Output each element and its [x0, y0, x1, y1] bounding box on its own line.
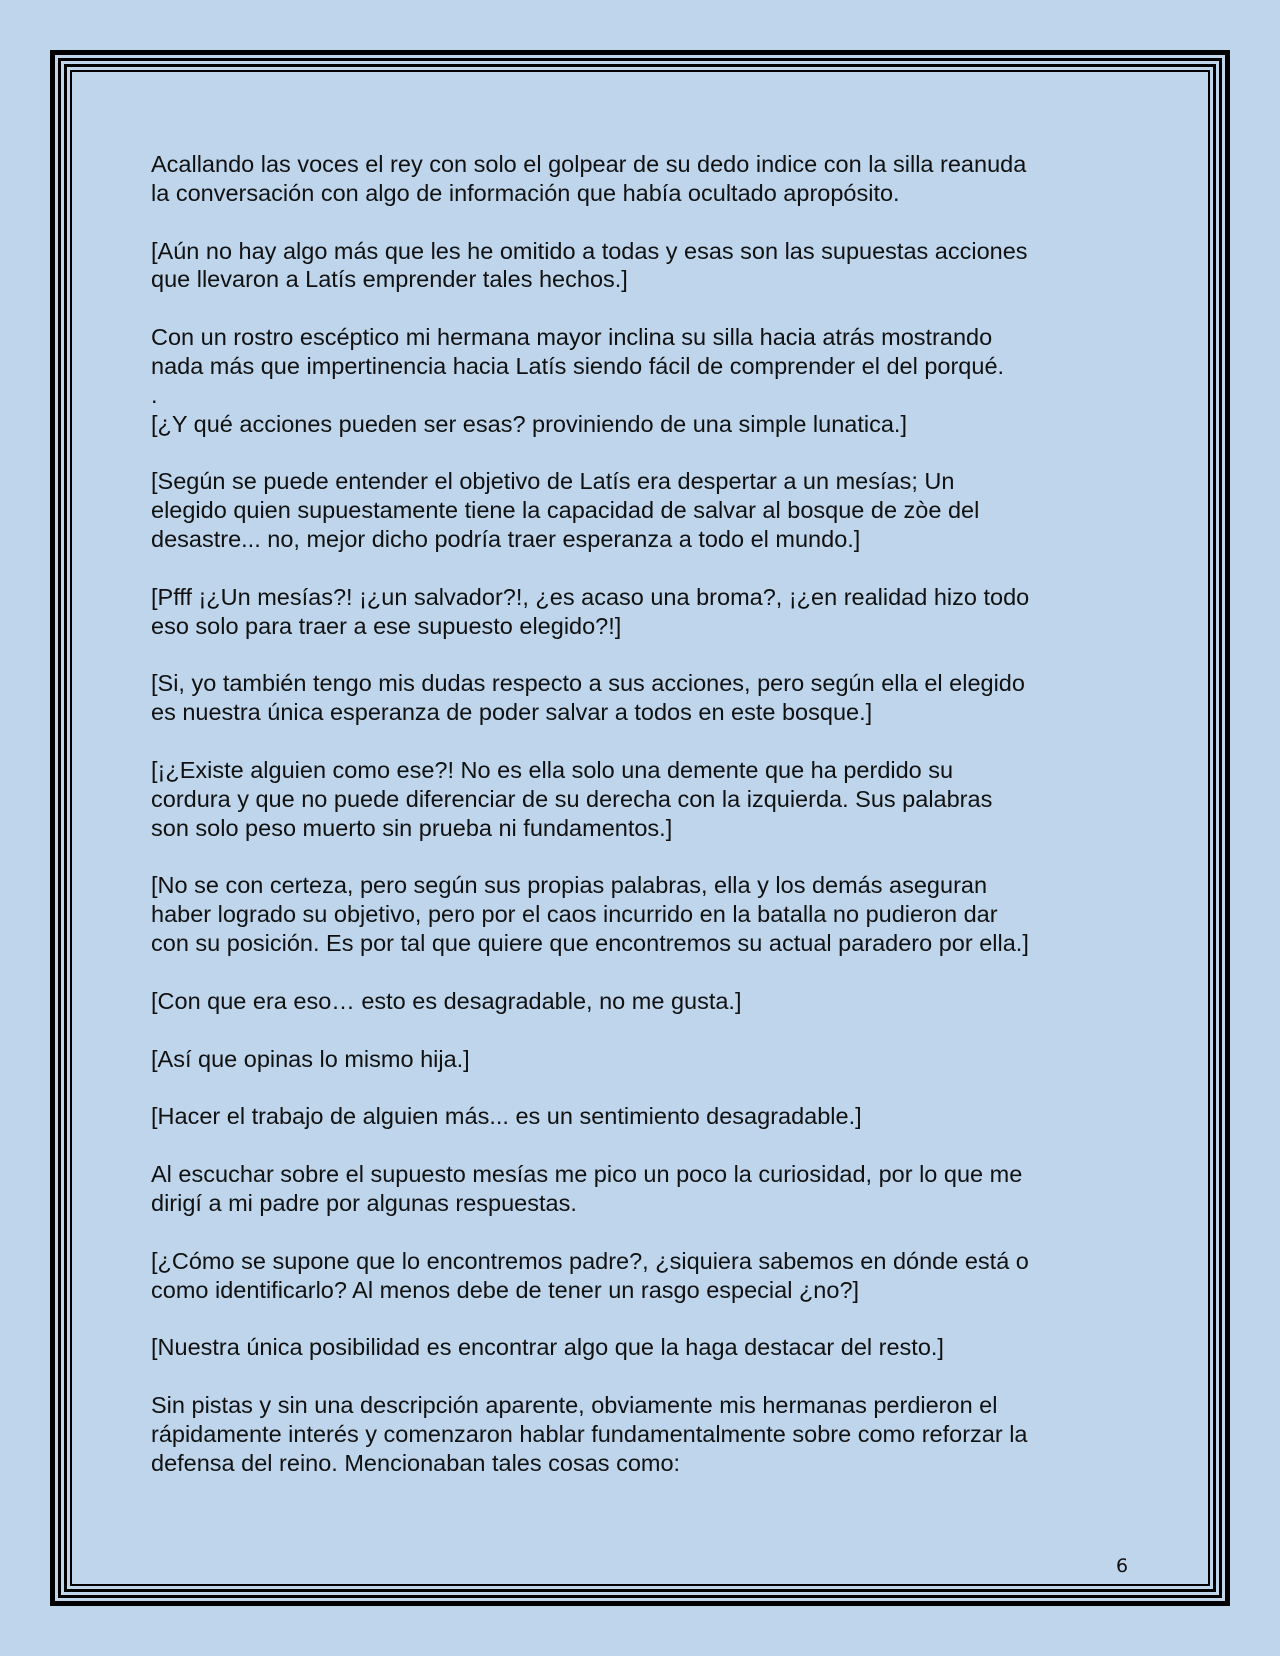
paragraph-5: [¿Y qué acciones pueden ser esas? proviniendo de una simple lunatica.]	[151, 410, 907, 437]
paragraph-13: [Hacer el trabajo de alguien más... es un sentimiento desagradable.]	[151, 1103, 862, 1130]
paragraph-11: [Con que era eso… esto es desagradable, no me gusta.]	[151, 987, 742, 1014]
paragraph-7: [Pfff ¡¿Un mesías?! ¡¿un salvador?!, ¿es acaso una broma?, ¡¿en realidad hizo todo eso solo para traer a ese supuesto elegido?!]	[151, 583, 1030, 639]
paragraph-16: [Nuestra única posibilidad es encontrar algo que la haga destacar del resto.]	[151, 1334, 944, 1361]
paragraph-2: [Aún no hay algo más que les he omitido a todas y esas son las supuestas acciones que llevaron a Latís emprender tales hechos.]	[151, 237, 1028, 293]
paragraph-3: Con un rostro escéptico mi hermana mayor inclina su silla hacia atrás mostrando nada más que impertinencia hacia Latís siendo fácil de comprender el del porqué.	[151, 324, 1005, 379]
paragraph-17: Sin pistas y sin una descripción aparente, obviamente mis hermanas perdieron el rápidamente interés y comenzaron hablar fundamentalmente sobre como reforzar la defensa del reino. Mencionaban tales cosas como:	[151, 1392, 1028, 1476]
document-body	[151, 150, 1101, 1507]
paragraph-14: Al escuchar sobre el supuesto mesías me pico un poco la curiosidad, por lo que me dirigí a mi padre por algunas respuestas.	[151, 1161, 1023, 1216]
paragraph-separator-dot: .	[151, 381, 158, 408]
paragraph-12: [Así que opinas lo mismo hija.]	[151, 1045, 470, 1072]
paragraph-10: [No se con certeza, pero según sus propias palabras, ella y los demás aseguran haber logrado su objetivo, pero por el caos incurrido en la batalla no pudieron dar con su posición. Es por tal que quiere que encontremos su actual paradero por ella.]	[151, 872, 1029, 956]
paragraph-15: [¿Cómo se supone que lo encontremos padre?, ¿siquiera sabemos en dónde está o como identificarlo? Al menos debe de tener un rasgo especial ¿no?]	[151, 1247, 1029, 1303]
paragraph-9: [¡¿Existe alguien como ese?! No es ella solo una demente que ha perdido su cordura y que no puede diferenciar de su derecha con la izquierda. Sus palabras son solo peso muerto sin prueba ni fundamentos.]	[151, 756, 993, 841]
paragraph-6: [Según se puede entender el objetivo de Latís era despertar a un mesías; Un elegido quien supuestamente tiene la capacidad de salvar al bosque de zòe del desastre... no, mejor dicho podría traer esperanza a todo el mundo.]	[151, 468, 980, 552]
paragraph-1: Acallando las voces el rey con solo el golpear de su dedo indice con la silla reanuda la conversación con algo de información que había ocultado apropósito.	[151, 151, 1027, 206]
paragraph-8: [Si, yo también tengo mis dudas respecto a sus acciones, pero según ella el elegido es nuestra única esperanza de poder salvar a todos en este bosque.]	[151, 670, 1025, 726]
page-number: 6	[1116, 1555, 1129, 1577]
